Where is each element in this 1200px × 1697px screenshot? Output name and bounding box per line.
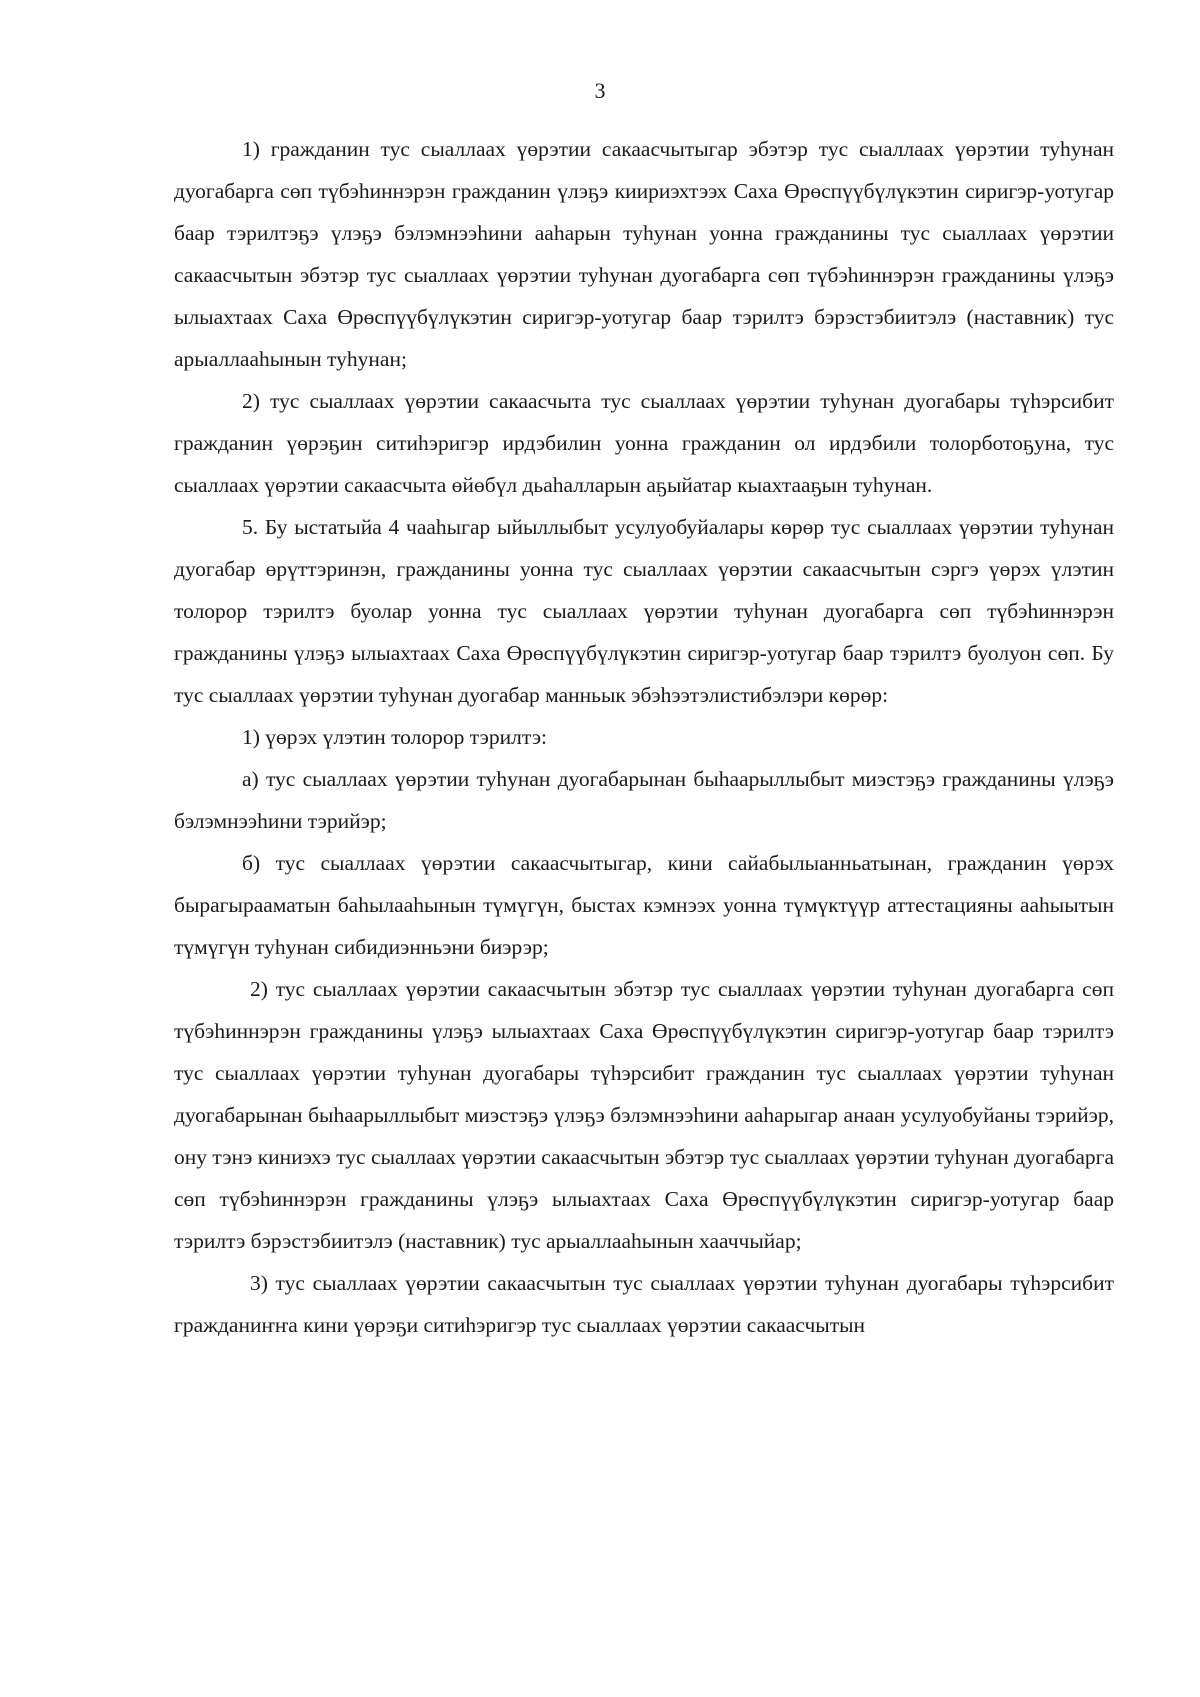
paragraph-6: б) тус сыаллаах үөрэтии сакаасчытыгар, кини сайабылыанньатынан, гражданин үөрэх бырагырааматын баһылааһынын түмүгүн, быстах кэмнээх уонна түмүктүүр аттестацияны ааһыытын түмүгүн туһунан сибидиэнньэни биэрэр; <box>174 851 1114 959</box>
paragraph-3: 5. Бу ыстатыйа 4 чааһыгар ыйыллыбыт усулуобуйалары көрөр тус сыаллаах үөрэтии туһунан дуогабар өрүттэринэн, гражданины уонна тус сыаллаах үөрэтии сакаасчытын сэргэ үөрэх үлэтин толорор тэрилтэ буолар уонна тус сыаллаах үөрэтии туһунан дуогабарга сөп түбэһиннэрэн гражданины үлэҕэ ылыахтаах Саха Өрөспүүбүлүкэтин сиригэр-уотугар баар тэрилтэ буолуон сөп. Бу тус сыаллаах үөрэтии туһунан дуогабар манньык эбэһээтэлистибэлэри көрөр: <box>174 515 1114 707</box>
paragraph-5: а) тус сыаллаах үөрэтии туһунан дуогабарынан быһаарыллыбыт миэстэҕэ гражданины үлэҕэ бэлэмнээһини тэрийэр; <box>174 767 1114 833</box>
document-body <box>174 128 1114 1346</box>
page-number: 3 <box>594 78 606 103</box>
paragraph-4: 1) үөрэх үлэтин толорор тэрилтэ: <box>242 725 548 749</box>
paragraph-2: 2) тус сыаллаах үөрэтии сакаасчыта тус сыаллаах үөрэтии туһунан дуогабары түһэрсибит гражданин үөрэҕин ситиһэригэр ирдэбилин уонна гражданин ол ирдэбили толорботоҕуна, тус сыаллаах үөрэтии сакаасчыта өйөбүл дьаһалларын аҕыйатар кыахтааҕын туһунан. <box>174 389 1114 497</box>
paragraph-7: 2) тус сыаллаах үөрэтии сакаасчытын эбэтэр тус сыаллаах үөрэтии туһунан дуогабарга сөп түбэһиннэрэн гражданины үлэҕэ ылыахтаах Саха Өрөспүүбүлүкэтин сиригэр-уотугар баар тэрилтэ тус сыаллаах үөрэтии туһунан дуогабары түһэрсибит гражданин тус сыаллаах үөрэтии туһунан дуогабарынан быһаарыллыбыт миэстэҕэ үлэҕэ бэлэмнээһини ааһарыгар анаан усулуобуйаны тэрийэр, ону тэнэ киниэхэ тус сыаллаах үөрэтии сакаасчытын эбэтэр тус сыаллаах үөрэтии туһунан дуогабарга сөп түбэһиннэрэн гражданины үлэҕэ ылыахтаах Саха Өрөспүүбүлүкэтин сиригэр-уотугар баар тэрилтэ бэрэстэбиитэлэ (наставник) тус арыаллааһынын хааччыйар; <box>174 977 1114 1253</box>
paragraph-8: 3) тус сыаллаах үөрэтии сакаасчытын тус сыаллаах үөрэтии туһунан дуогабары түһэрсибит гражданиҥҥа кини үөрэҕи ситиһэригэр тус сыаллаах үөрэтии сакаасчытын <box>174 1271 1114 1337</box>
paragraph-1: 1) гражданин тус сыаллаах үөрэтии сакаасчытыгар эбэтэр тус сыаллаах үөрэтии туһунан дуогабарга сөп түбэһиннэрэн гражданин үлэҕэ киириэхтээх Саха Өрөспүүбүлүкэтин сиригэр-уотугар баар тэрилтэҕэ үлэҕэ бэлэмнээһини ааһарын туһунан уонна гражданины тус сыаллаах үөрэтии сакаасчытын эбэтэр тус сыаллаах үөрэтии туһунан дуогабарга сөп түбэһиннэрэн гражданины үлэҕэ ылыахтаах Саха Өрөспүүбүлүкэтин сиригэр-уотугар баар тэрилтэ бэрэстэбиитэлэ (наставник) тус арыаллааһынын туһунан; <box>174 137 1114 371</box>
